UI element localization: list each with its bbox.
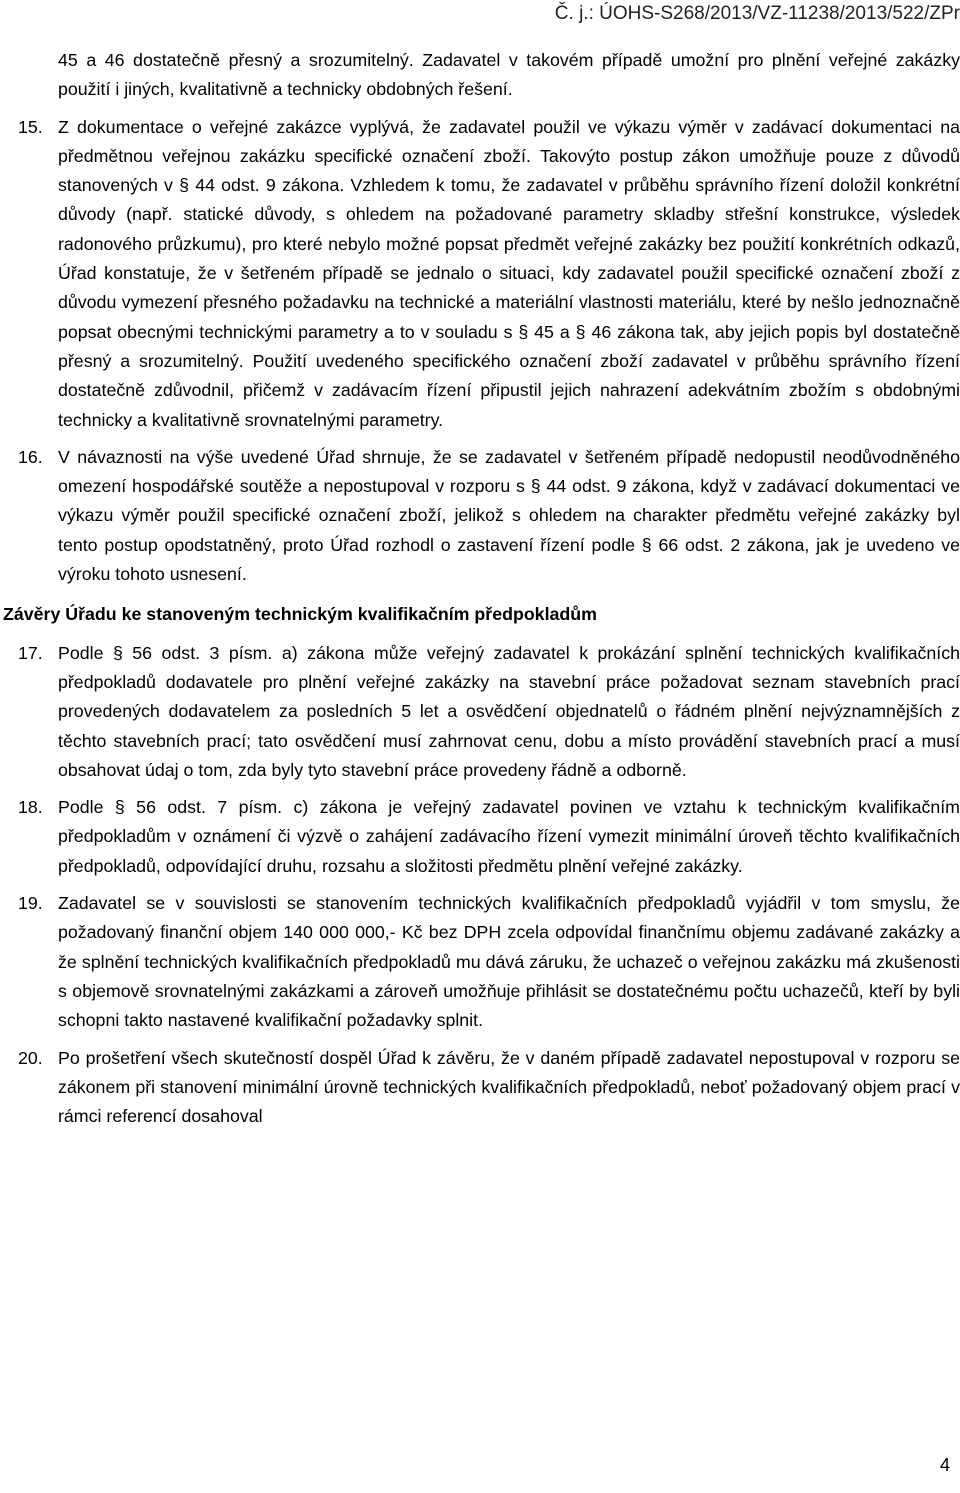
paragraph-number: 15.: [18, 116, 43, 137]
numbered-paragraph: [0, 889, 960, 1035]
document-reference-header: Č. j.: ÚOHS-S268/2013/VZ-11238/2013/522/ZPr: [554, 3, 960, 24]
numbered-paragraph: [0, 443, 960, 589]
page-number: 4: [940, 1455, 951, 1475]
paragraph-number: 20.: [18, 1047, 43, 1068]
paragraph-text: 45 a 46 dostatečně přesný a srozumitelný. Zadavatel v takovém případě umožní pro plnění veřejné zakázky použití i jiných, kvalitativně a technicky obdobných řešení.: [58, 50, 960, 100]
section-heading: Závěry Úřadu ke stanoveným technickým kvalifikačním předpokladům: [3, 604, 597, 625]
paragraph-text: Podle § 56 odst. 3 písm. a) zákona může veřejný zadavatel k prokázání splnění technických kvalifikačních předpokladů dodavatele pro plnění veřejné zakázky na stavební práce požadovat seznam stavebních prací provedených dodavatelem za posledních 5 let a osvědčení objednatelů o řádném plnění nejvýznamnějších z těchto stavebních prací; tato osvědčení musí zahrnovat cenu, dobu a místo provádění stavebních prací a musí obsahovat údaj o tom, zda byly tyto stavební práce provedeny řádně a odborně.: [58, 642, 960, 780]
numbered-paragraph: [0, 639, 960, 785]
paragraph-group-a: [0, 113, 960, 590]
paragraph-text: Z dokumentace o veřejné zakázce vyplývá, že zadavatel použil ve výkazu výměr v zadávací dokumentaci na předmětnou veřejnou zakázku specifické označení zboží. Takovýto postup zákon umožňuje pouze z důvodů stanovených v § 44 odst. 9 zákona. Vzhledem k tomu, že zadavatel v průběhu správního řízení doložil konkrétní důvody (např. statické důvody, s ohledem na požadované parametry skladby střešní konstrukce, výsledek radonového průzkumu), pro které nebylo možné popsat předmět veřejné zakázky bez použití konkrétních odkazů, Úřad konstatuje, že v šetřeném případě se jednalo o situaci, kdy zadavatel použil specifické označení zboží z důvodu vymezení přesného požadavku na technické a materiální vlastnosti materiálu, které by nešlo jednoznačně popsat obecnými technickými parametry a to v souladu s § 45 a § 46 zákona tak, aby jejich popis byl dostatečně přesný a srozumitelný. Použití uvedeného specifického označení zboží zadavatel v průběhu správního řízení dostatečně zdůvodnil, přičemž v zadávacím řízení připustil jejich nahrazení adekvátním zbožím s obdobnými technicky a kvalitativně srovnatelnými parametry.: [58, 116, 960, 430]
numbered-paragraph: [0, 113, 960, 435]
paragraph-text: V návaznosti na výše uvedené Úřad shrnuje, že se zadavatel v šetřeném případě nedopustil neodůvodněného omezení hospodářské soutěže a nepostupoval v rozporu s § 44 odst. 9 zákona, když v zadávací dokumentaci ve výkazu výměr použil specifické označení zboží, jelikož s ohledem na charakter předmětu veřejné zakázky byl tento postup opodstatněný, proto Úřad rozhodl o zastavení řízení podle § 66 odst. 2 zákona, jak je uvedeno ve výroku tohoto usnesení.: [58, 446, 960, 585]
paragraph-number: 17.: [18, 642, 43, 663]
document-body: [0, 46, 960, 1131]
paragraph-number: 18.: [18, 797, 43, 818]
numbered-paragraph: [0, 1044, 960, 1132]
paragraph-text: Po prošetření všech skutečností dospěl Úřad k závěru, že v daném případě zadavatel nepostupoval v rozporu se zákonem při stanovení minimální úrovně technických kvalifikačních předpokladů, neboť požadovaný objem prací v rámci referencí dosahoval: [58, 1047, 960, 1127]
continuation-paragraph: [0, 46, 960, 105]
numbered-paragraph: [0, 793, 960, 881]
paragraph-text: Zadavatel se v souvislosti se stanovením technických kvalifikačních předpokladů vyjádřil v tom smyslu, že požadovaný finanční objem 140 000 000,- Kč bez DPH zcela odpovídal finančnímu objemu zadávané zakázky a že splnění technických kvalifikačních předpokladů mu dává záruku, že uchazeč o veřejnou zakázku má zkušenosti s objemově srovnatelnými zakázkami a zároveň umožňuje přihlásit se dostatečnému počtu uchazečů, kteří by byli schopni takto nastavené kvalifikační požadavky splnit.: [58, 893, 960, 1031]
paragraph-group-b: [0, 639, 960, 1132]
paragraph-number: 16.: [18, 446, 43, 467]
paragraph-text: Podle § 56 odst. 7 písm. c) zákona je veřejný zadavatel povinen ve vztahu k technickým kvalifikačním předpokladům v oznámení či výzvě o zahájení zadávacího řízení vymezit minimální úroveň těchto kvalifikačních předpokladů, odpovídající druhu, rozsahu a složitosti předmětu plnění veřejné zakázky.: [58, 797, 960, 876]
paragraph-number: 19.: [18, 893, 43, 914]
